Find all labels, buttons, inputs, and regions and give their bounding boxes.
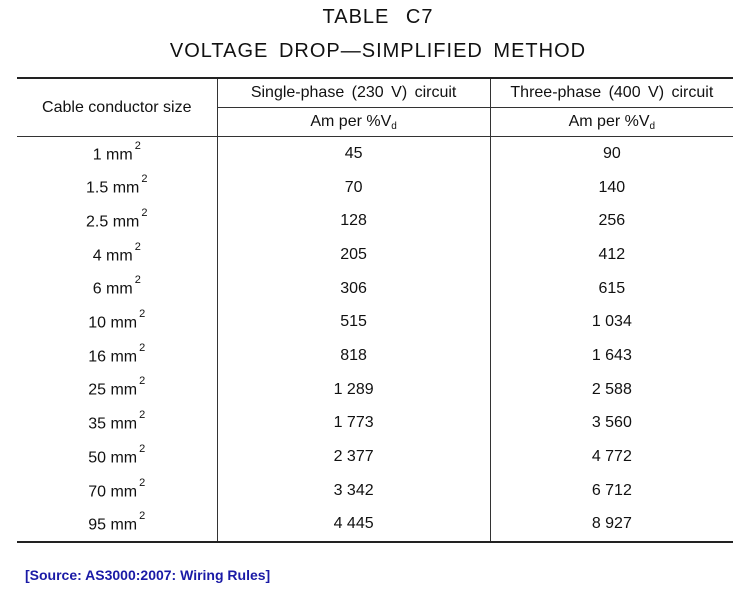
conductor-size-value: 35 mm [88, 415, 138, 433]
source-citation: [Source: AS3000:2007: Wiring Rules] [25, 567, 271, 583]
cell-conductor-size [17, 440, 217, 474]
table-body [17, 137, 733, 543]
cell-three-phase: 615 [598, 279, 626, 297]
cell-single-phase: 128 [217, 204, 490, 238]
cell-three-phase: 256 [598, 212, 626, 230]
unit-subscript: d [649, 121, 656, 132]
cell-single-phase: 70 [217, 171, 490, 205]
cell-conductor-size [17, 474, 217, 508]
cell-conductor-size [17, 339, 217, 373]
conductor-size-value: 6 mm [92, 280, 133, 298]
cell-conductor-size [17, 204, 217, 238]
squared-superscript: 2 [139, 341, 146, 354]
table-title: TABLE C7 [322, 6, 434, 28]
conductor-size-value: 16 mm [88, 348, 138, 366]
cell-three-phase: 2 588 [591, 380, 632, 398]
voltage-drop-table [17, 77, 733, 543]
squared-superscript: 2 [134, 139, 141, 152]
table-row [17, 137, 733, 171]
squared-superscript: 2 [139, 308, 146, 321]
cell-three-phase: 6 712 [591, 481, 632, 499]
conductor-size-value: 1.5 mm [86, 179, 140, 197]
conductor-size-value: 25 mm [88, 381, 138, 399]
table-row [17, 272, 733, 306]
unit-three-phase [490, 108, 733, 137]
unit-label: Am per %V [568, 113, 650, 130]
cell-single-phase: 3 342 [217, 474, 490, 508]
squared-superscript: 2 [141, 173, 148, 186]
conductor-size-value: 50 mm [88, 449, 138, 467]
unit-single-phase [217, 108, 490, 137]
cell-single-phase: 515 [217, 305, 490, 339]
table-row [17, 474, 733, 508]
cell-three-phase: 1 034 [591, 313, 632, 331]
cell-conductor-size [17, 373, 217, 407]
table-subtitle: VOLTAGE DROP—SIMPLIFIED METHOD [169, 40, 587, 62]
cell-three-phase: 4 772 [591, 448, 632, 466]
squared-superscript: 2 [139, 476, 146, 489]
cell-conductor-size [17, 272, 217, 306]
cell-three-phase: 1 643 [591, 346, 632, 364]
squared-superscript: 2 [134, 240, 141, 253]
conductor-size-value: 2.5 mm [86, 213, 140, 231]
cell-single-phase: 1 773 [217, 407, 490, 441]
cell-conductor-size [17, 238, 217, 272]
cell-three-phase: 3 560 [591, 414, 632, 432]
cell-three-phase: 90 [602, 144, 621, 162]
cell-single-phase: 2 377 [217, 440, 490, 474]
table-row [17, 407, 733, 441]
squared-superscript: 2 [139, 442, 146, 455]
squared-superscript: 2 [139, 510, 146, 523]
cell-three-phase: 140 [598, 178, 626, 196]
cell-single-phase: 205 [217, 238, 490, 272]
squared-superscript: 2 [134, 274, 141, 287]
cell-single-phase: 306 [217, 272, 490, 306]
cell-conductor-size [17, 508, 217, 543]
conductor-size-value: 70 mm [88, 482, 138, 500]
cell-three-phase: 8 927 [591, 515, 632, 533]
cell-conductor-size [17, 305, 217, 339]
cell-single-phase: 818 [217, 339, 490, 373]
table-row [17, 373, 733, 407]
cell-conductor-size [17, 171, 217, 205]
header-cable-size: Cable conductor size [17, 78, 217, 137]
cell-conductor-size [17, 137, 217, 171]
table-row [17, 440, 733, 474]
header-single-phase: Single-phase (230 V) circuit [217, 78, 490, 108]
conductor-size-value: 1 mm [92, 146, 133, 163]
table-row [17, 305, 733, 339]
cell-conductor-size [17, 407, 217, 441]
squared-superscript: 2 [141, 207, 148, 220]
unit-subscript: d [391, 121, 397, 132]
squared-superscript: 2 [139, 375, 146, 388]
cell-three-phase: 412 [598, 245, 626, 263]
header-three-phase: Three-phase (400 V) circuit [490, 78, 733, 108]
conductor-size-value: 95 mm [88, 516, 138, 534]
cell-single-phase: 4 445 [217, 508, 490, 543]
squared-superscript: 2 [139, 409, 146, 422]
table-row [17, 339, 733, 373]
conductor-size-value: 10 mm [88, 314, 138, 332]
table-row [17, 171, 733, 205]
unit-label: Am per %V [310, 113, 392, 130]
table-row [17, 204, 733, 238]
cell-single-phase: 45 [217, 137, 490, 171]
table-row [17, 238, 733, 272]
conductor-size-value: 4 mm [92, 247, 133, 265]
table-row [17, 508, 733, 543]
cell-single-phase: 1 289 [217, 373, 490, 407]
